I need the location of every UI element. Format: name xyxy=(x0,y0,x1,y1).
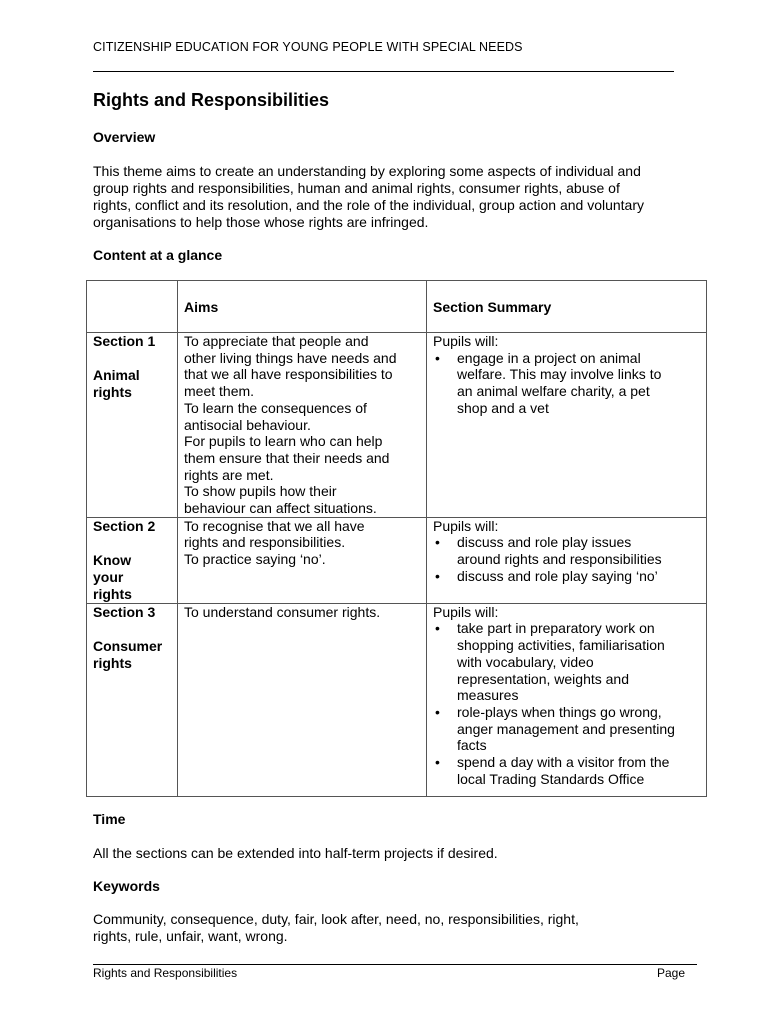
summary-bullet-list xyxy=(433,534,700,584)
aims-cell xyxy=(178,603,427,796)
column-header-aims: Aims xyxy=(178,281,427,333)
aims-line: that we all have responsibilities to xyxy=(184,366,393,383)
aims-cell xyxy=(178,517,427,603)
keywords-line: rights, rule, unfair, want, wrong. xyxy=(93,928,288,944)
time-heading: Time xyxy=(93,811,126,827)
overview-heading: Overview xyxy=(93,129,156,145)
keywords-paragraph xyxy=(93,911,708,945)
section-name-line: Consumer xyxy=(93,637,163,654)
bullet-line: shopping activities, familiarisation xyxy=(457,637,665,654)
aims-line: To learn the consequences of xyxy=(184,399,367,416)
aims-line: To understand consumer rights. xyxy=(184,603,381,620)
section-number: Section 3 xyxy=(93,603,156,620)
keywords-heading: Keywords xyxy=(93,878,160,894)
table-row xyxy=(87,603,707,796)
section-name-line: rights xyxy=(93,384,132,400)
overview-line: organisations to help those whose rights are infringed. xyxy=(93,214,429,230)
bullet-line: around rights and responsibilities xyxy=(457,551,662,568)
bullet-line: • spend a day with a visitor from the xyxy=(457,754,670,771)
aims-line: rights and responsibilities. xyxy=(184,534,346,551)
overview-paragraph xyxy=(93,163,708,231)
aims-line: To appreciate that people and xyxy=(184,333,369,349)
section-number: Section 1 xyxy=(93,333,156,349)
section-name-line: Know xyxy=(93,551,132,568)
footer-title: Rights and Responsibilities xyxy=(93,966,238,980)
summary-bullet-list xyxy=(433,620,700,787)
aims-line: other living things have needs and xyxy=(184,349,397,366)
bullet-line: • engage in a project on animal xyxy=(457,349,641,366)
bullet-line: measures xyxy=(457,687,519,704)
section-cell xyxy=(87,333,178,518)
column-header-section xyxy=(87,281,178,333)
table-row xyxy=(87,517,707,603)
section-name-line: Animal xyxy=(93,367,140,383)
bullet-line: anger management and presenting xyxy=(457,720,675,737)
content-at-glance-heading: Content at a glance xyxy=(93,247,223,263)
summary-intro: Pupils will: xyxy=(433,603,499,620)
section-name-line: rights xyxy=(93,585,132,602)
summary-bullet-list xyxy=(433,350,700,417)
page-title: Rights and Responsibilities xyxy=(93,90,330,110)
time-paragraph xyxy=(93,845,708,862)
overview-line: rights, conflict and its resolution, and the role of the individual, group action and voluntary xyxy=(93,197,644,213)
content-table xyxy=(86,280,707,797)
summary-cell xyxy=(427,517,707,603)
bullet-line: • discuss and role play saying ‘no’ xyxy=(457,567,658,584)
aims-line: meet them. xyxy=(184,383,255,400)
summary-intro: Pupils will: xyxy=(433,333,499,349)
summary-intro: Pupils will: xyxy=(433,517,499,534)
column-header-summary: Section Summary xyxy=(427,281,707,333)
bullet-line: an animal welfare charity, a pet xyxy=(457,383,650,400)
table-header-row xyxy=(87,281,707,333)
header-rule xyxy=(93,71,674,72)
aims-cell xyxy=(178,333,427,518)
section-name-line: rights xyxy=(93,654,132,671)
bullet-line: local Trading Standards Office xyxy=(457,770,645,787)
summary-cell xyxy=(427,333,707,518)
summary-bullet xyxy=(433,704,700,754)
bullet-line: • role-plays when things go wrong, xyxy=(457,703,662,720)
summary-bullet xyxy=(433,754,700,787)
aims-line: To recognise that we all have xyxy=(184,517,365,534)
footer-rule xyxy=(93,964,697,965)
table-row xyxy=(87,333,707,518)
bullet-line: • discuss and role play issues xyxy=(457,534,632,551)
footer-page-label: Page xyxy=(657,966,686,980)
aims-line: antisocial behaviour. xyxy=(184,416,311,433)
section-cell xyxy=(87,517,178,603)
time-text: All the sections can be extended into half-term projects if desired. xyxy=(93,845,498,861)
keywords-line: Community, consequence, duty, fair, look after, need, no, responsibilities, right, xyxy=(93,911,579,927)
bullet-line: • take part in preparatory work on xyxy=(457,620,655,637)
aims-line: To practice saying ‘no’. xyxy=(184,551,326,568)
aims-line: To show pupils how their xyxy=(184,483,337,500)
running-header: CITIZENSHIP EDUCATION FOR YOUNG PEOPLE WITH SPECIAL NEEDS xyxy=(93,40,523,54)
overview-line: This theme aims to create an understanding by exploring some aspects of individual and xyxy=(93,163,641,179)
overview-line: group rights and responsibilities, human and animal rights, consumer rights, abuse of xyxy=(93,180,620,196)
aims-line: them ensure that their needs and xyxy=(184,449,390,466)
summary-cell xyxy=(427,603,707,796)
aims-line: For pupils to learn who can help xyxy=(184,433,383,450)
section-cell xyxy=(87,603,178,796)
section-number: Section 2 xyxy=(93,517,156,534)
bullet-line: facts xyxy=(457,737,487,754)
bullet-line: with vocabulary, video xyxy=(457,653,594,670)
bullet-line: welfare. This may involve links to xyxy=(457,366,662,383)
summary-bullet xyxy=(433,350,700,417)
bullet-line: representation, weights and xyxy=(457,670,629,687)
summary-bullet xyxy=(433,620,700,704)
summary-bullet xyxy=(433,568,700,585)
aims-line: behaviour can affect situations. xyxy=(184,500,377,517)
summary-bullet xyxy=(433,534,700,567)
section-name-line: your xyxy=(93,568,124,585)
bullet-line: shop and a vet xyxy=(457,399,549,416)
aims-line: rights are met. xyxy=(184,466,274,483)
